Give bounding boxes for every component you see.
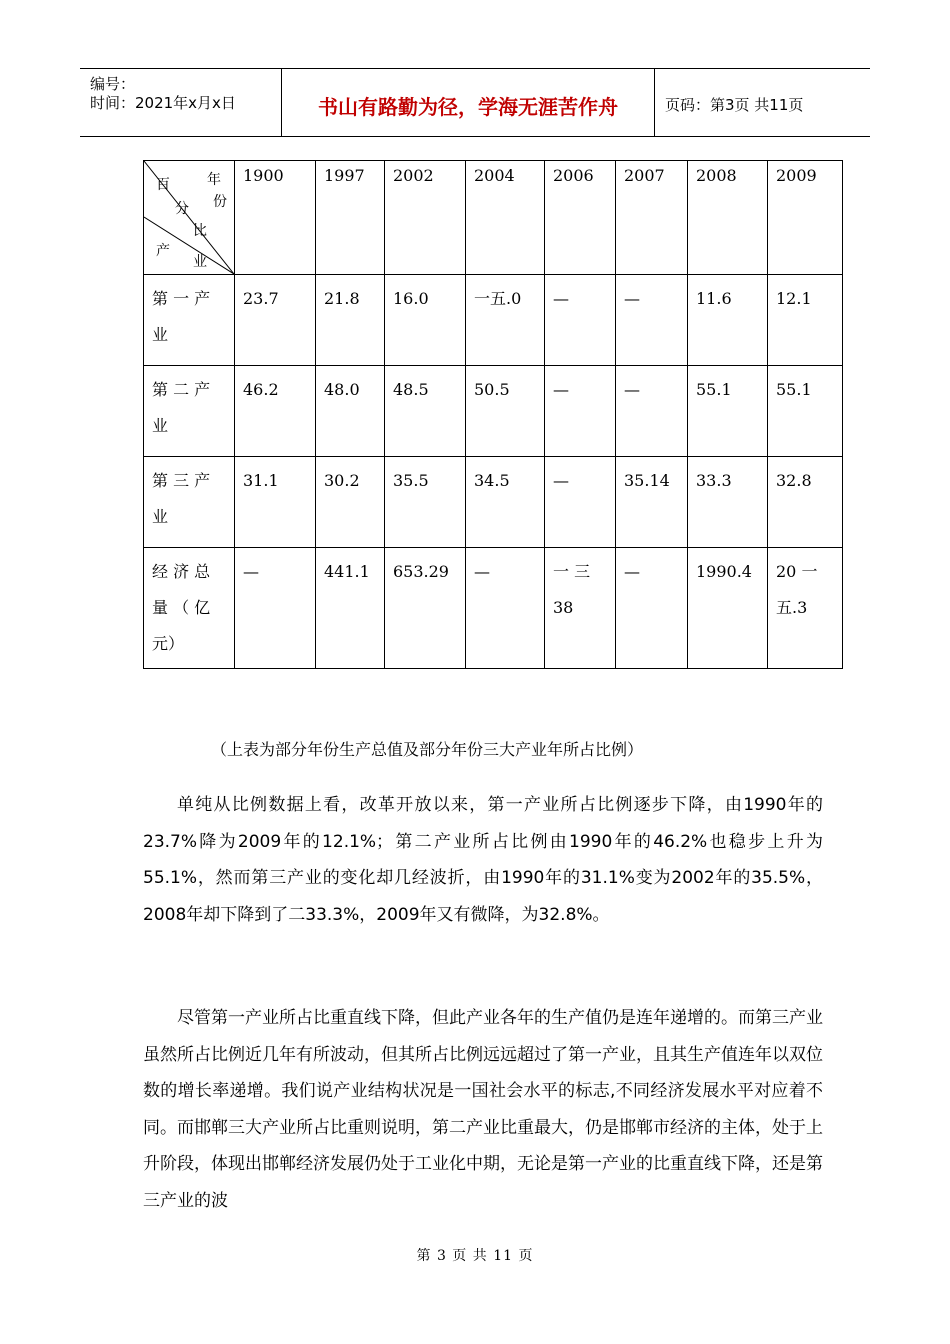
table-cell: 1990.4: [688, 548, 768, 669]
table-cell: 一 三 38: [545, 548, 616, 669]
row-label: 经 济 总 量 （ 亿 元）: [144, 548, 235, 669]
body-paragraph: 尽管第一产业所占比重直线下降，但此产业各年的生产值仍是连年递增的。而第三产业虽然所占比例近几年有所波动，但其所占比例远远超过了第一产业，且其生产值连年以双位数的增长率递增。我们说产业结构状况是一国社会水平的标志,不同经济发展水平对应着不同。而邯郸三大产业所占比重则说明，第二产业比重最大，仍是邯郸市经济的主体，处于上升阶段，体现出邯郸经济发展仍处于工业化中期，无论是第一产业的比重直线下降，还是第三产业的波: [143, 1008, 823, 1211]
table-cell: 55.1: [768, 366, 843, 457]
table-cell: 46.2: [235, 366, 316, 457]
year-header-cell: 2002: [385, 161, 466, 275]
table-cell: 20 一 五.3: [768, 548, 843, 669]
table-cell: —: [616, 548, 688, 669]
year-header-cell: 1900: [235, 161, 316, 275]
year-header-cell: 2009: [768, 161, 843, 275]
code-label: 编号：: [90, 75, 136, 93]
corner-label-percent-3: 比: [193, 223, 207, 239]
table-cell: —: [235, 548, 316, 669]
table-cell: 35.5: [385, 457, 466, 548]
year-header-cell: 2004: [466, 161, 545, 275]
table-caption: （上表为部分年份生产总值及部分年份三大产业年所占比例）: [211, 740, 644, 759]
industry-ratio-table: [143, 160, 843, 669]
table-cell: 11.6: [688, 275, 768, 366]
table-cell: 21.8: [316, 275, 385, 366]
table-cell: 32.8: [768, 457, 843, 548]
table-cell: —: [545, 275, 616, 366]
motto: 书山有路勤为径，学海无涯苦作舟: [318, 95, 618, 119]
table-cell: —: [466, 548, 545, 669]
corner-label-percent-1: 百: [156, 177, 170, 193]
table-cell: —: [545, 457, 616, 548]
year-header-cell: 2006: [545, 161, 616, 275]
page-footer: 第 3 页 共 11 页: [416, 1248, 534, 1264]
row-label: 第 二 产 业: [144, 366, 235, 457]
header-meta-cell: [80, 69, 280, 136]
page-info: 页码：第3页 共11页: [665, 96, 804, 114]
body-paragraph: 单纯从比例数据上看，改革开放以来，第一产业所占比例逐步下降，由1990年的23.7%降为2009年的12.1%；第二产业所占比例由1990年的46.2%也稳步上升为55.1%，然而第三产业的变化却几经波折，由1990年的31.1%变为2002年的35.5%，2008年却下降到了二33.3%，2009年又有微降，为32.8%。: [143, 795, 823, 925]
row-label: 第 三 产 业: [144, 457, 235, 548]
table-cell: 12.1: [768, 275, 843, 366]
corner-label-year-1: 年: [207, 172, 221, 188]
table-cell: 一五.0: [466, 275, 545, 366]
table-cell: 30.2: [316, 457, 385, 548]
header-page-cell: [655, 69, 870, 136]
table-cell: 23.7: [235, 275, 316, 366]
corner-label-industry-2: 业: [193, 254, 207, 270]
corner-label-year-2: 份: [213, 194, 227, 210]
table-cell: 653.29: [385, 548, 466, 669]
diagonal-header-cell: [144, 161, 235, 275]
table-row: [144, 548, 843, 669]
document-header: [80, 68, 870, 137]
table-row: [144, 275, 843, 366]
year-header-cell: 2008: [688, 161, 768, 275]
time-label: 时间：2021年x月x日: [90, 94, 236, 112]
table-row: [144, 366, 843, 457]
table-cell: 50.5: [466, 366, 545, 457]
year-header-cell: 1997: [316, 161, 385, 275]
row-label: 第 一 产 业: [144, 275, 235, 366]
corner-label-percent-2: 分: [175, 201, 189, 217]
header-motto-cell: [281, 69, 655, 136]
table-cell: 55.1: [688, 366, 768, 457]
table-cell: 33.3: [688, 457, 768, 548]
table-header-row: [144, 161, 843, 275]
corner-label-industry-1: 产: [156, 243, 170, 259]
table-cell: 48.5: [385, 366, 466, 457]
table-cell: 34.5: [466, 457, 545, 548]
year-header-cell: 2007: [616, 161, 688, 275]
table-cell: 31.1: [235, 457, 316, 548]
table-cell: —: [616, 366, 688, 457]
table-row: [144, 457, 843, 548]
table-cell: —: [616, 275, 688, 366]
table-cell: 35.14: [616, 457, 688, 548]
table-cell: —: [545, 366, 616, 457]
table-cell: 16.0: [385, 275, 466, 366]
table-cell: 48.0: [316, 366, 385, 457]
table-cell: 441.1: [316, 548, 385, 669]
